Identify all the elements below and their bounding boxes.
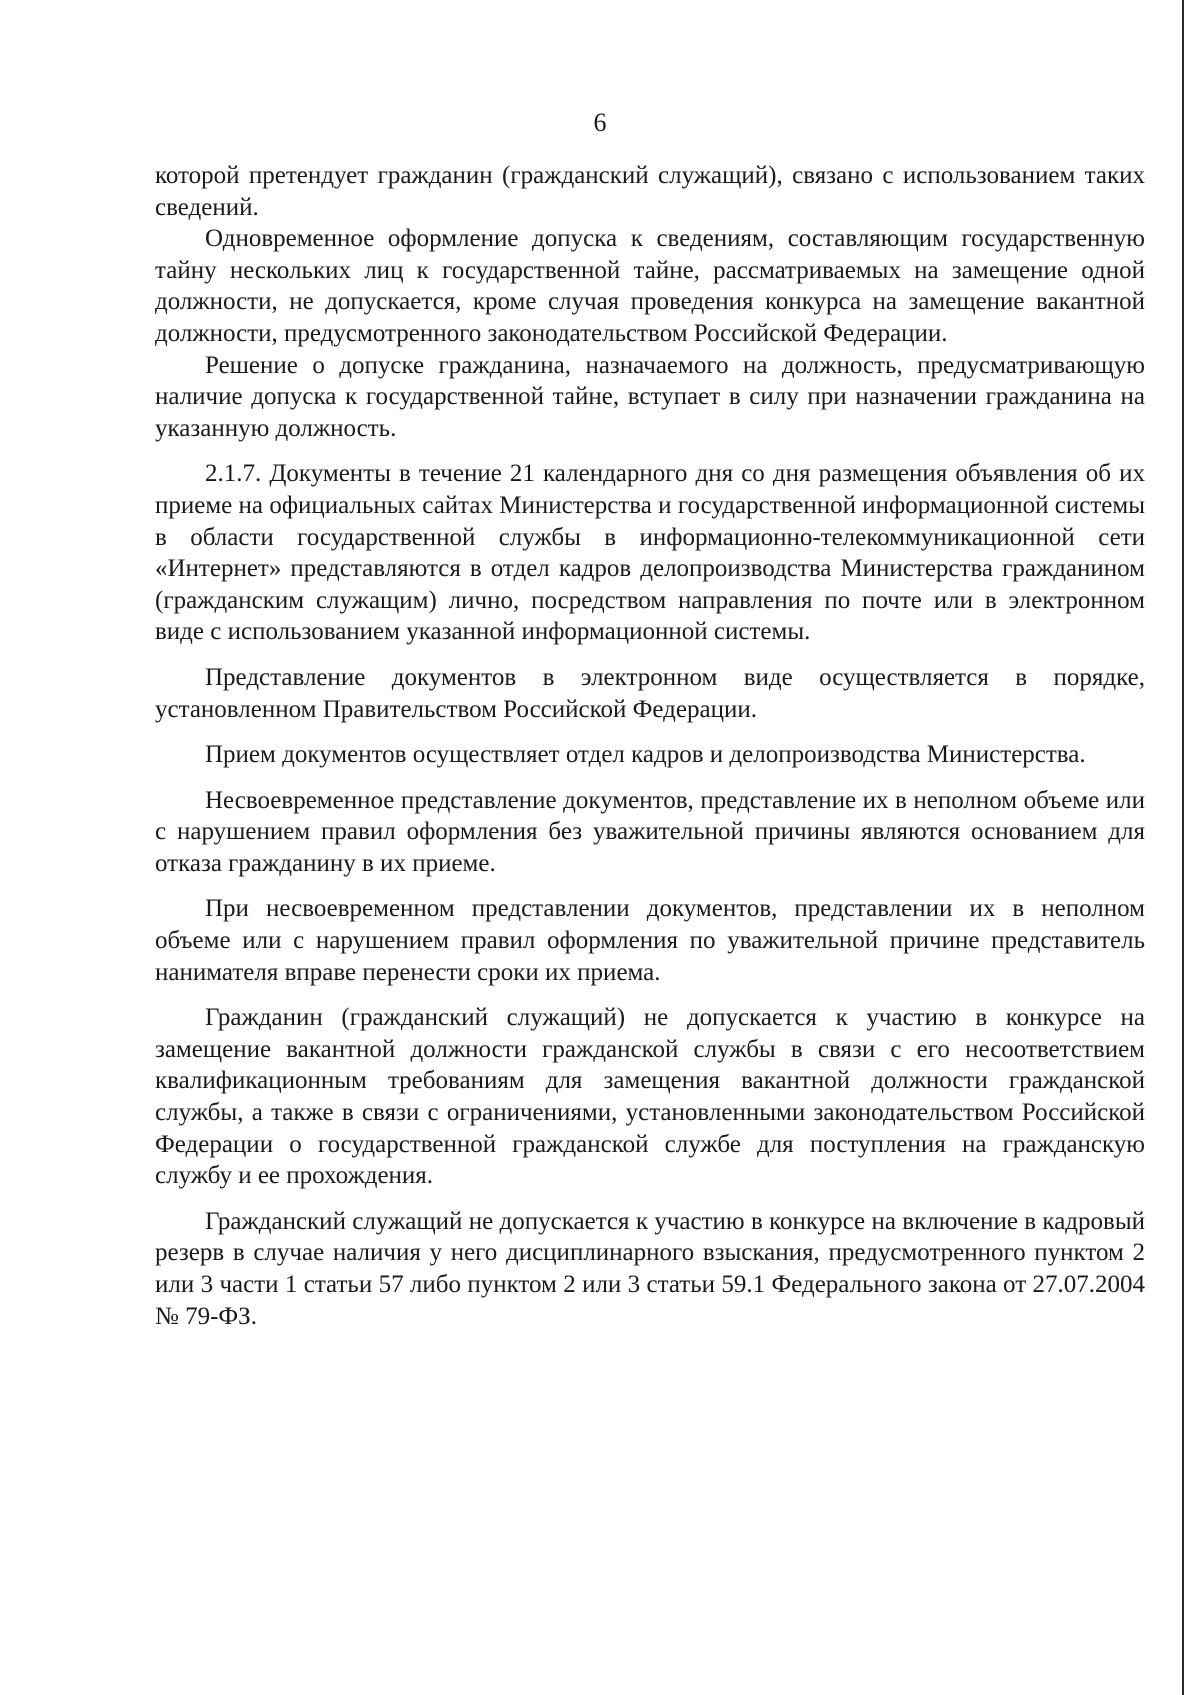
paragraph-2-1-7-documents: 2.1.7. Документы в течение 21 календарного дня со дня размещения объявления об их приеме на официальных сайтах Министерства и государственной информационной системы в области государственной службы в информационно-телекоммуникационной сети «Интернет» представляются в отдел кадров делопроизводства Министерства гражданином (гражданским служащим) лично, посредством направления по почте или в электронном виде с использованием указанной информационной системы.: [155, 460, 1145, 646]
paragraph-reserve-restriction: Гражданский служащий не допускается к участию в конкурсе на включение в кадровый резерв в случае наличия у него дисциплинарного взыскания, предусмотренного пунктом 2 или 3 части 1 статьи 57 либо пунктом 2 или 3 статьи 59.1 Федерального закона от 27.07.2004 № 79-ФЗ.: [155, 1207, 1145, 1330]
page-number: 6: [593, 108, 607, 137]
paragraph-document-reception: Прием документов осуществляет отдел кадров и делопроизводства Министерства.: [205, 741, 1086, 769]
paragraph-clearance-decision: Решение о допуске гражданина, назначаемого на должность, предусматривающую наличие допуска к государственной тайне, вступает в силу при назначении гражданина на указанную должность.: [155, 351, 1145, 442]
paragraph-admission-restriction: Гражданин (гражданский служащий) не допускается к участию в конкурсе на замещение вакантной должности гражданской службы в связи с его несоответствием квалификационным требованиям для замещения вакантной должности гражданской службы, а также в связи с ограничениями, установленными законодательством Российской Федерации о государственной гражданской службе для поступления на гражданскую службу и ее прохождения.: [155, 1004, 1145, 1190]
paragraph-continuation: которой претендует гражданин (гражданский служащий), связано с использованием таких сведений.: [155, 162, 1145, 221]
page-edge-line: [1182, 0, 1184, 1695]
paragraph-clearance-processing: Одновременное оформление допуска к сведениям, составляющим государственную тайну нескольких лиц к государственной тайне, рассматриваемых на замещение одной должности, не допускается, кроме случая проведения конкурса на замещение вакантной должности, предусмотренного законодательством Российской Федерации.: [155, 225, 1145, 347]
paragraph-electronic-submission: Представление документов в электронном виде осуществляется в порядке, установленном Правительством Российской Федерации.: [155, 663, 1145, 723]
document-body: [155, 160, 1145, 1332]
paragraph-late-submission-refusal: Несвоевременное представление документов, представление их в неполном объеме или с нарушением правил оформления без уважительной причины являются основанием для отказа гражданину в их приеме.: [155, 786, 1145, 877]
paragraph-late-submission-extension: При несвоевременном представлении документов, представлении их в неполном объеме или с нарушением правил оформления по уважительной причине представитель нанимателя вправе перенести сроки их приема.: [155, 895, 1145, 986]
